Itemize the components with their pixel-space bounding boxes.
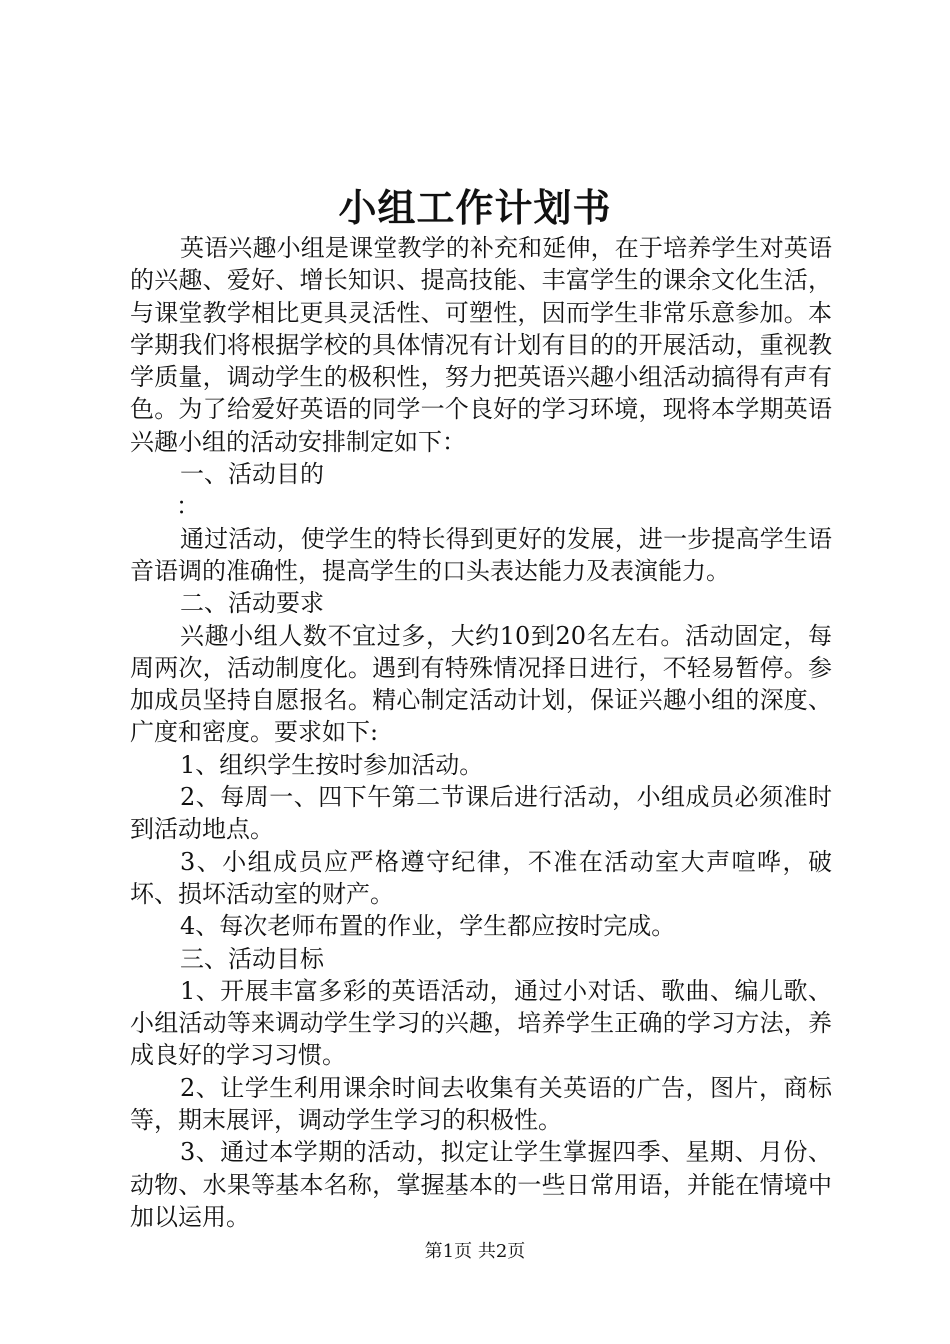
page-number-footer: 第1页 共2页 bbox=[424, 1241, 526, 1262]
section-heading-requirements: 二、活动要求 bbox=[180, 589, 324, 618]
list-item-goal-2: 2、让学生利用课余时间去收集有关英语的广告，图片，商标等，期末展评，调动学生学习的积极性。 bbox=[130, 1073, 832, 1135]
list-item-requirement-3: 3、小组成员应严格遵守纪律，不准在活动室大声喧哗，破坏、损坏活动室的财产。 bbox=[130, 847, 832, 908]
section-heading-purpose: 一、活动目的 bbox=[180, 460, 324, 489]
paragraph-colon: ： bbox=[176, 492, 200, 521]
list-item-requirement-4: 4、每次老师布置的作业，学生都应按时完成。 bbox=[180, 912, 676, 941]
paragraph-requirements: 兴趣小组人数不宜过多，大约10到20名左右。活动固定，每周两次，活动制度化。遇到有特殊情况择日进行，不轻易暂停。参加成员坚持自愿报名。精心制定活动计划，保证兴趣小组的深度、广度和密度。要求如下: bbox=[130, 621, 832, 747]
document-body bbox=[130, 232, 832, 1233]
list-item-goal-3: 3、通过本学期的活动，拟定让学生掌握四季、星期、月份、动物、水果等基本名称，掌握基本的一些日常用语，并能在情境中加以运用。 bbox=[130, 1138, 832, 1231]
paragraph-intro: 英语兴趣小组是课堂教学的补充和延伸，在于培养学生对英语的兴趣、爱好、增长知识、提高技能、丰富学生的课余文化生活，与课堂教学相比更具灵活性、可塑性，因而学生非常乐意参加。本学期我们将根据学校的具体情况有计划有目的的开展活动，重视教学质量，调动学生的极积性，努力把英语兴趣小组活动搞得有声有色。为了给爱好英语的同学一个良好的学习环境，现将本学期英语兴趣小组的活动安排制定如下： bbox=[130, 234, 832, 456]
section-heading-goals: 三、活动目标 bbox=[180, 944, 324, 973]
list-item-requirement-2: 2、每周一、四下午第二节课后进行活动，小组成员必须准时到活动地点。 bbox=[130, 783, 832, 844]
list-item-requirement-1: 1、组织学生按时参加活动。 bbox=[180, 750, 484, 779]
document-title: 小组工作计划书 bbox=[338, 185, 612, 230]
list-item-goal-1: 1、开展丰富多彩的英语活动，通过小对话、歌曲、编儿歌、小组活动等来调动学生学习的兴趣，培养学生正确的学习方法，养成良好的学习习惯。 bbox=[130, 976, 832, 1070]
paragraph-purpose: 通过活动，使学生的特长得到更好的发展，进一步提高学生语音语调的准确性，提高学生的口头表达能力及表演能力。 bbox=[130, 524, 832, 585]
